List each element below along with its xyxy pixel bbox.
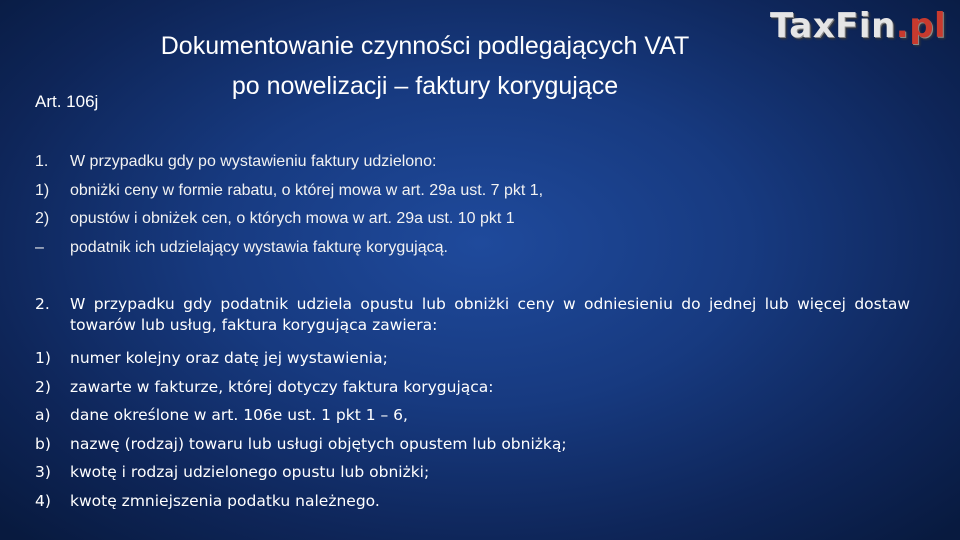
title-line-1: Dokumentowanie czynności podlegających VAT: [160, 32, 690, 60]
list-item: [35, 458, 915, 487]
list-text: dane określone w art. 106e ust. 1 pkt 1 – 6,: [70, 406, 408, 424]
list-text: nazwę (rodzaj) towaru lub usługi objętych opustem lub obniżką;: [70, 434, 567, 453]
list-marker: 4): [35, 491, 51, 510]
list-text: W przypadku gdy po wystawieniu faktury udzielono:: [70, 153, 437, 170]
section-2: [35, 290, 915, 515]
list-item: [35, 430, 915, 459]
list-item: [35, 373, 915, 402]
article-reference: Art. 106j: [35, 92, 99, 111]
title-line-2: po nowelizacji – faktury korygujące: [231, 72, 619, 100]
list-marker: 1.: [35, 153, 49, 170]
taxfin-logo: [770, 6, 946, 46]
list-marker: 2): [35, 377, 51, 396]
list-text: podatnik ich udzielający wystawia fakturę korygującą.: [70, 238, 448, 256]
list-text: kwotę zmniejszenia podatku należnego.: [70, 491, 380, 510]
list-marker: b): [35, 434, 51, 453]
list-text: kwotę i rodzaj udzielonego opustu lub obniżki;: [70, 463, 430, 481]
list-marker: –: [35, 238, 44, 256]
list-marker: a): [35, 406, 51, 424]
section-2-intro: [35, 290, 915, 344]
list-text: opustów i obniżek cen, o których mowa w art. 29a ust. 10 pkt 1: [70, 210, 515, 227]
slide-title: [0, 26, 850, 106]
list-marker: 1): [35, 181, 50, 199]
list-marker: 2.: [35, 295, 50, 313]
list-item: [35, 344, 915, 373]
logo-main-text: TaxFin: [770, 6, 896, 46]
list-text: zawarte w fakturze, której dotyczy faktura korygująca:: [70, 377, 494, 396]
list-text: obniżki ceny w formie rabatu, o której mowa w art. 29a ust. 7 pkt 1,: [70, 181, 544, 199]
logo-domain-text: .pl: [895, 6, 947, 46]
list-item: [35, 487, 915, 516]
list-text: numer kolejny oraz datę jej wystawienia;: [70, 349, 388, 367]
list-marker: 3): [35, 463, 51, 481]
list-item: [35, 401, 915, 430]
intro-text: W przypadku gdy podatnik udziela opustu lub obniżki ceny w odniesieniu do jednej lub więcej dostaw towarów lub usług, faktura korygująca zawiera:: [70, 295, 910, 334]
list-marker: 2): [35, 210, 50, 227]
list-marker: 1): [35, 349, 51, 367]
